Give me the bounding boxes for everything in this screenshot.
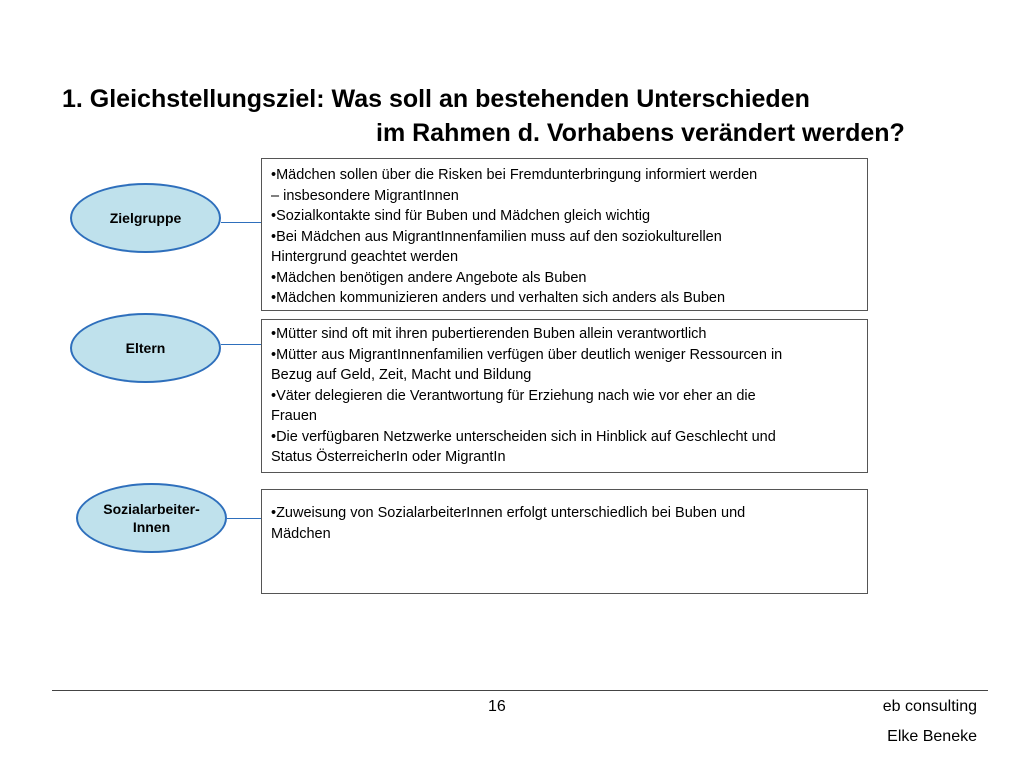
zielgruppe-connector <box>221 222 262 223</box>
eltern-box <box>261 319 868 473</box>
eltern-line: Bezug auf Geld, Zeit, Macht und Bildung <box>271 367 532 383</box>
zielgruppe-line: •Bei Mädchen aus MigrantInnenfamilien muss auf den soziokulturellen <box>271 228 722 245</box>
company-name: eb consulting <box>882 698 977 715</box>
zielgruppe-line: •Mädchen sollen über die Risken bei Fremdunterbringung informiert werden <box>271 167 758 183</box>
eltern-line: •Mütter aus MigrantInnenfamilien verfügen über deutlich weniger Ressourcen in <box>271 346 783 363</box>
slide-title-line-1: 1. Gleichstellungsziel: Was soll an bestehenden Unterschieden <box>62 85 810 113</box>
eltern-connector <box>221 344 262 345</box>
sozialarbeiterinnen-label <box>103 500 199 536</box>
sozialarbeiterinnen-label-line-1: Sozialarbeiter- <box>103 501 200 517</box>
zielgruppe-line: Hintergrund geachtet werden <box>271 249 459 265</box>
zielgruppe-box <box>261 158 868 311</box>
slide-title-line-2: im Rahmen d. Vorhabens verändert werden? <box>376 119 905 147</box>
zielgruppe-line: •Mädchen kommunizieren anders und verhalten sich anders als Buben <box>271 290 726 306</box>
author-name: Elke Beneke <box>887 728 977 745</box>
eltern-line: •Die verfügbaren Netzwerke unterscheiden sich in Hinblick auf Geschlecht und <box>271 428 776 445</box>
footer-divider <box>52 690 988 691</box>
zielgruppe-line: •Sozialkontakte sind für Buben und Mädchen gleich wichtig <box>271 208 651 224</box>
sozialarbeiterinnen-label-line-2: Innen <box>132 519 171 535</box>
eltern-line: •Väter delegieren die Verantwortung für Erziehung nach wie vor eher an die <box>271 387 756 404</box>
page-number: 16 <box>488 698 506 715</box>
sozialarbeiterinnen-line: •Zuweisung von SozialarbeiterInnen erfolgt unterschiedlich bei Buben und <box>271 505 746 521</box>
zielgruppe-line: – insbesondere MigrantInnen <box>271 187 459 204</box>
zielgruppe-label: Zielgruppe <box>109 210 182 226</box>
zielgruppe-ellipse <box>70 183 221 253</box>
sozialarbeiterinnen-ellipse <box>76 483 227 553</box>
eltern-line: Status ÖsterreicherIn oder MigrantIn <box>271 449 506 465</box>
zielgruppe-line: •Mädchen benötigen andere Angebote als Buben <box>271 269 587 286</box>
eltern-ellipse <box>70 313 221 383</box>
slide-title <box>62 82 905 150</box>
eltern-line: Frauen <box>271 408 317 424</box>
eltern-line: •Mütter sind oft mit ihren pubertierenden Buben allein verantwortlich <box>271 326 707 342</box>
sozialarbeiterinnen-box <box>261 489 868 594</box>
sozialarbeiterinnen-connector <box>227 518 262 519</box>
eltern-label: Eltern <box>125 340 166 356</box>
sozialarbeiterinnen-line: Mädchen <box>271 525 331 542</box>
